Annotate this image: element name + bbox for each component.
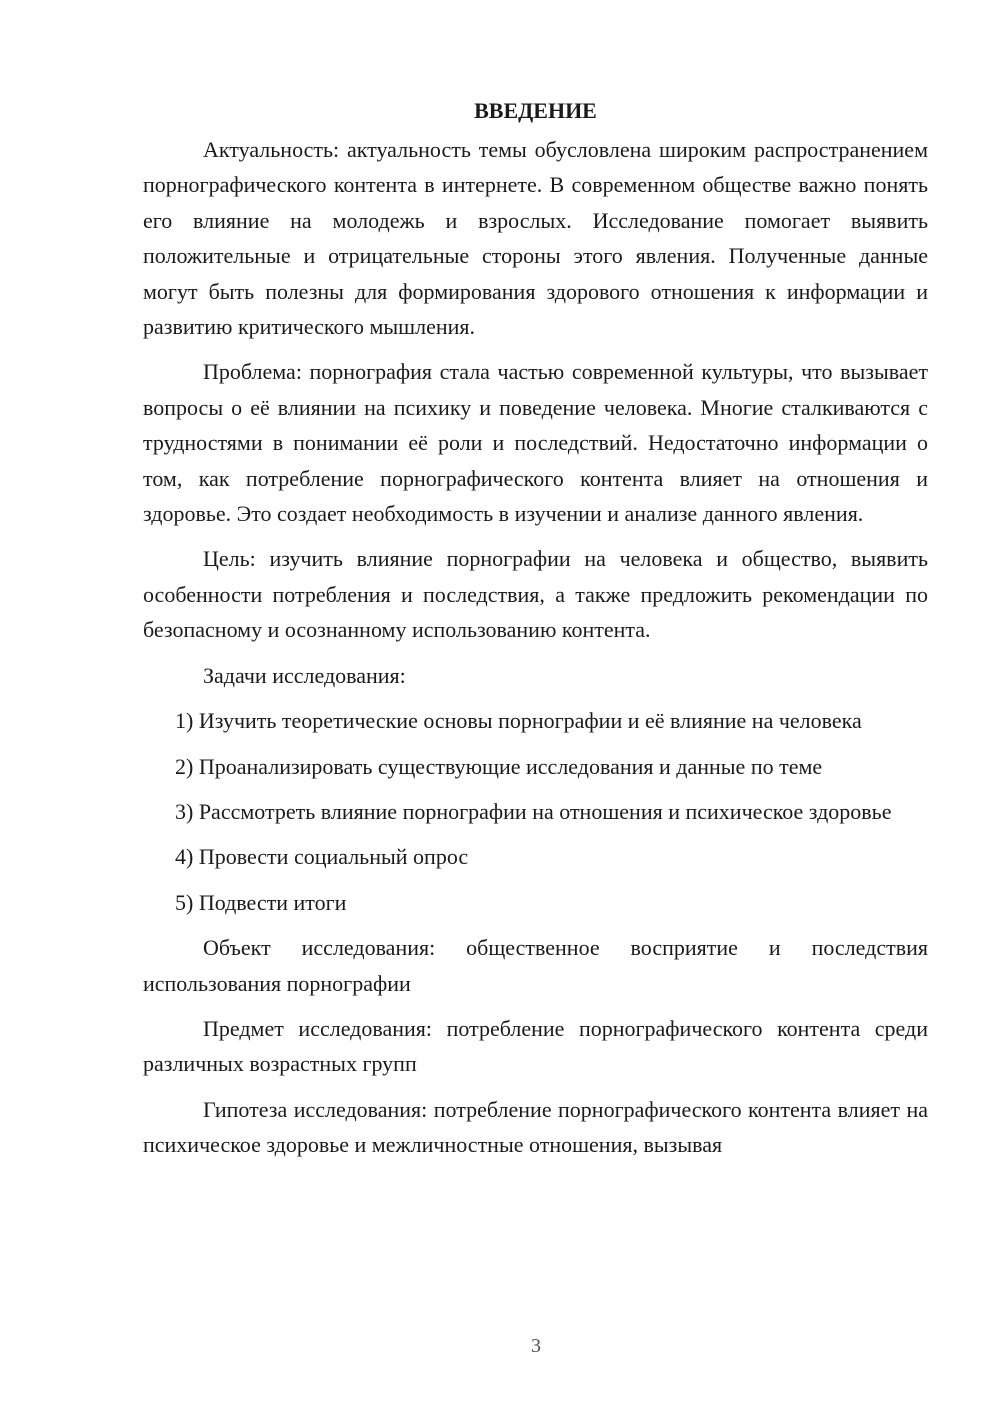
tasks-heading: Задачи исследования:: [203, 662, 406, 688]
page-content: [143, 96, 928, 1173]
problem-paragraph: Проблема: порнография стала частью современной культуры, что вызывает вопросы о её влиянии на психику и поведение человека. Многие сталкиваются с трудностями в понимании её роли и последствий. Недостаточно информации о том, как потребление порнографического контента влияет на отношения и здоровье. Это создает необходимость в изучении и анализе данного явления.: [143, 359, 928, 527]
task-item-4: 4) Провести социальный опрос: [175, 844, 469, 870]
task-item-1: 1) Изучить теоретические основы порнографии и её влияние на человека: [175, 708, 862, 734]
object-paragraph: Объект исследования: общественное восприятие и последствия использования порнографии: [143, 935, 928, 996]
task-item-5: 5) Подвести итоги: [175, 889, 347, 915]
section-title: ВВЕДЕНИЕ: [474, 98, 597, 123]
relevance-paragraph: Актуальность: актуальность темы обусловлена широким распространением порнографического контента в интернете. В современном обществе важно понять его влияние на молодежь и взрослых. Исследование помогает выявить положительные и отрицательные стороны этого явления. Полученные данные могут быть полезны для формирования здорового отношения к информации и развитию критического мышления.: [143, 137, 928, 340]
task-item-3: 3) Рассмотреть влияние порнографии на отношения и психическое здоровье: [175, 798, 892, 824]
page-number: 3: [531, 1335, 541, 1357]
task-item-2: 2) Проанализировать существующие исследования и данные по теме: [175, 753, 823, 779]
goal-paragraph: Цель: изучить влияние порнографии на человека и общество, выявить особенности потребления и последствия, а также предложить рекомендации по безопасному и осознанному использованию контента.: [143, 546, 928, 643]
hypothesis-paragraph: Гипотеза исследования: потребление порнографического контента влияет на психическое здоровье и межличностные отношения, вызывая: [143, 1096, 928, 1158]
subject-paragraph: Предмет исследования: потребление порнографического контента среди различных возрастных групп: [143, 1015, 928, 1077]
